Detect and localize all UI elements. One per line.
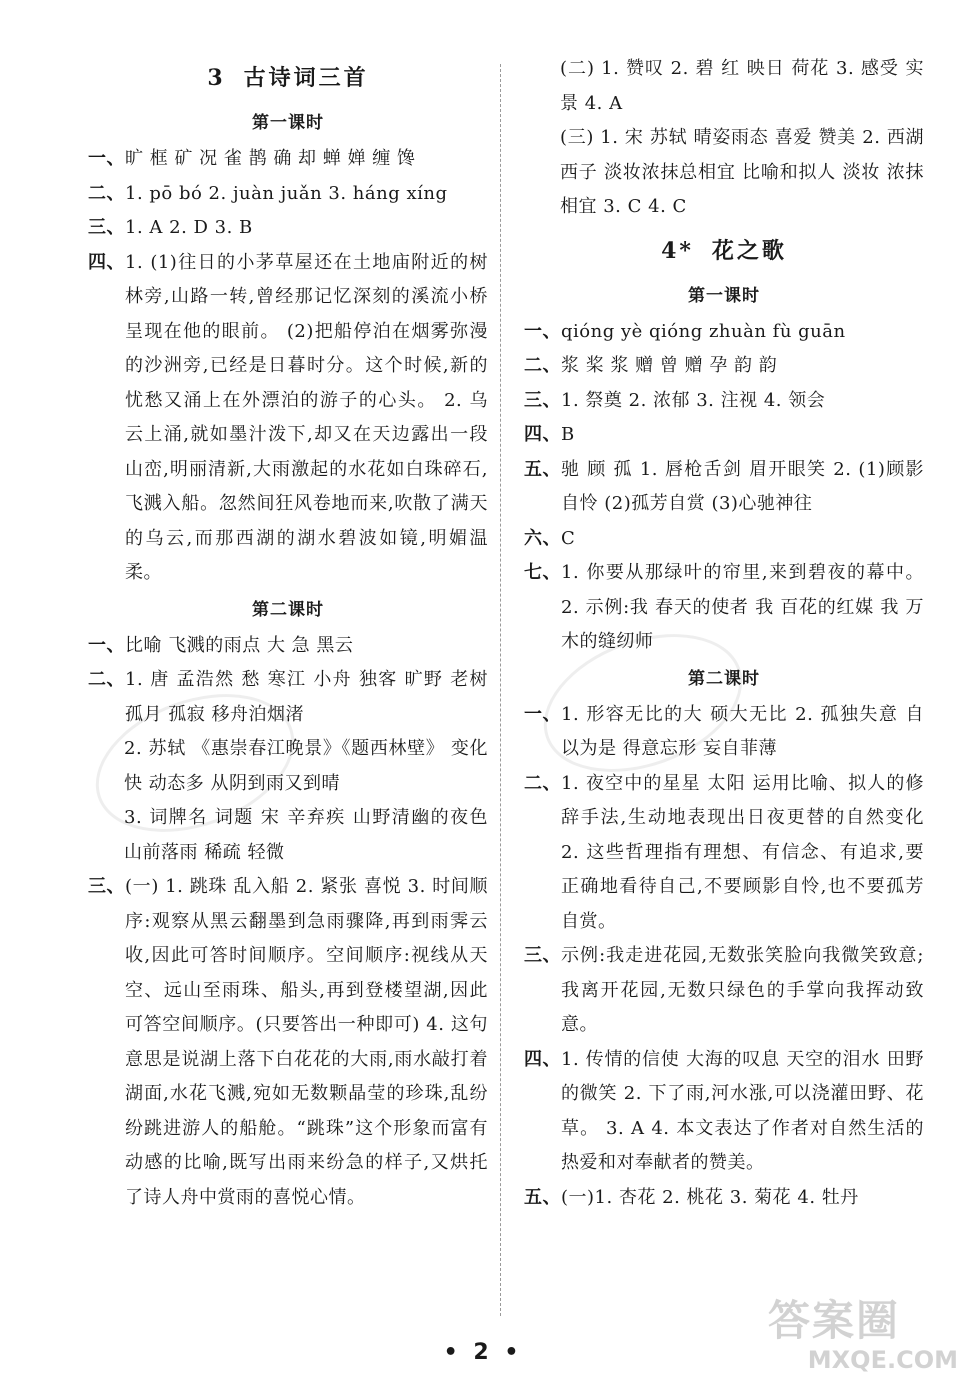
answer-label: 三、	[524, 945, 561, 966]
answer-label	[88, 801, 124, 870]
answer-item	[524, 698, 924, 767]
answer-text: 1. 你要从那绿叶的帘里,来到碧夜的幕中。 2. 示例:我 春天的使者 我 百花的红媒 我 万木的缝纫师	[561, 562, 924, 652]
answer-label: 一、	[524, 703, 561, 725]
answer-label	[524, 121, 560, 225]
answer-label: 五、	[524, 458, 561, 480]
right-answer-blocks	[524, 277, 924, 1216]
section-subtitle: 第一课时	[252, 113, 324, 133]
answer-label: 二、	[88, 182, 125, 204]
answer-item	[88, 142, 488, 177]
section-subtitle: 第二课时	[252, 599, 324, 620]
column-divider	[500, 64, 501, 1316]
right-top-answer-blocks	[524, 52, 924, 225]
answer-text: 1. 传情的信使 大海的叹息 天空的泪水 田野的微笑 2. 下了雨,河水涨,可以浇灌田野、花草。 3. A 4. 本文表达了作者对自然生活的热爱和对奉献者的赞美。	[561, 1048, 924, 1173]
answer-item	[524, 418, 924, 453]
answer-text: 2. 苏轼 《惠崇春江晚景》《题西林壁》 变化快 动态多 从阴到雨又到晴	[124, 738, 488, 794]
answer-text: C	[561, 527, 576, 549]
answer-text: 1. 夜空中的星星 太阳 运用比喻、拟人的修辞手法,生动地表现出日夜更替的自然变化 2. 这些哲理指有理想、有信念、有追求,要正确地看待自己,不要顾影自怜,也不要孤芳自赏。	[561, 772, 924, 932]
answer-text: 比喻 飞溅的雨点 大 急 黑云	[125, 634, 354, 656]
answer-label: 三、	[524, 389, 561, 411]
answer-label	[524, 52, 560, 121]
page-number: • 2 •	[443, 1340, 523, 1365]
answer-label: 四、	[524, 424, 561, 445]
answer-item	[524, 52, 924, 121]
answer-text: 1. A 2. D 3. B	[125, 217, 253, 238]
answer-label: 三、	[88, 217, 125, 238]
answer-item	[524, 315, 924, 350]
answer-text: 浆 桨 浆 赠 曾 赠 孕 韵 韵	[561, 355, 778, 376]
answer-text: B	[561, 424, 575, 445]
answer-text: qióng yè qióng zhuàn fù guān	[561, 320, 846, 342]
answer-label: 六、	[524, 527, 561, 549]
left-answer-blocks	[88, 104, 488, 1215]
lesson-number: 3	[207, 65, 226, 91]
answer-item	[524, 556, 924, 660]
left-column	[88, 52, 488, 1215]
lesson-number: 4*	[661, 237, 694, 264]
lesson-title-4	[524, 225, 924, 277]
answer-label	[88, 732, 124, 801]
lesson-title-text: 古诗词三首	[243, 65, 369, 91]
watermark-logo	[768, 1296, 958, 1378]
answer-label: 五、	[524, 1186, 561, 1208]
section-subtitle: 第一课时	[688, 285, 760, 306]
answer-item	[88, 870, 488, 1215]
answer-text: 1. 祭奠 2. 浓郁 3. 注视 4. 领会	[561, 389, 826, 411]
answer-label: 四、	[524, 1048, 561, 1070]
answer-item	[524, 939, 924, 1043]
answer-item	[88, 246, 488, 591]
lesson-title-text: 花之歌	[711, 237, 787, 264]
answer-text: 驰 顾 孤 1. 唇枪舌剑 眉开眼笑 2. (1)顾影自怜 (2)孤芳自赏 (3)心驰神往	[561, 458, 924, 514]
lesson-title-3	[88, 52, 488, 104]
answer-item	[88, 732, 488, 801]
answer-text: (二) 1. 赞叹 2. 碧 红 映日 荷花 3. 感受 实景 4. A	[560, 58, 924, 114]
answer-label: 一、	[524, 320, 561, 342]
answer-item	[524, 1181, 924, 1216]
answer-text: (一)1. 杏花 2. 桃花 3. 菊花 4. 牡丹	[561, 1186, 859, 1208]
answer-item	[88, 801, 488, 870]
answer-label: 一、	[88, 634, 125, 656]
answer-text: 1. (1)往日的小茅草屋还在土地庙附近的树林旁,山路一转,曾经那记忆深刻的溪流小桥呈现在他的眼前。 (2)把船停泊在烟雾弥漫的沙洲旁,已经是日暮时分。这个时候,新的忧愁又涌上在外漂泊的游子的心头。 2. 乌云上涌,就如墨汁泼下,却又在天边露出一段山峦,明丽清新,大雨激起的水花如白珠碎石,飞溅入船。忽然间狂风卷地而来,吹散了满天的乌云,而那西湖的湖水碧波如镜,明媚温柔。	[125, 251, 488, 583]
answer-item	[524, 767, 924, 940]
watermark-cn: 答案圈	[768, 1296, 901, 1345]
answer-item	[524, 453, 924, 522]
answer-label: 七、	[524, 562, 561, 583]
answer-text: 示例:我走进花园,无数张笑脸向我微笑致意;我离开花园,无数只绿色的手掌向我挥动致意。	[561, 945, 924, 1035]
answer-text: (三) 1. 宋 苏轼 晴姿雨态 喜爱 赞美 2. 西湖 西子 淡妆浓抹总相宜 比喻和拟人 淡妆 浓抹 相宜 3. C 4. C	[560, 127, 924, 217]
answer-label: 二、	[88, 669, 125, 690]
answer-text: 3. 词牌名 词题 宋 辛弃疾 山野清幽的夜色 山前落雨 稀疏 轻微	[124, 807, 488, 863]
answer-text: 1. 唐 孟浩然 愁 寒江 小舟 独客 旷野 老树 孤月 孤寂 移舟泊烟渚	[125, 669, 488, 725]
answer-text: (一) 1. 跳珠 乱入船 2. 紧张 喜悦 3. 时间顺序:观察从黑云翻墨到急雨骤降,再到雨霁云收,因此可答时间顺序。空间顺序:视线从天空、远山至雨珠、船头,再到登楼望湖,因此可答空间顺序。(只要答出一种即可) 4. 这句意思是说湖上落下白花花的大雨,雨水敲打着湖面,水花飞溅,宛如无数颗晶莹的珍珠,乱纷纷跳进游人的船舱。“跳珠”这个形象而富有动感的比喻,既写出雨来纷急的样子,又烘托了诗人舟中赏雨的喜悦心情。	[125, 876, 488, 1208]
right-column	[524, 52, 924, 1215]
answer-text: 旷 框 矿 况 雀 鹊 确 却 蝉 婵 缠 馋	[125, 148, 416, 169]
answer-item	[524, 384, 924, 419]
answer-text: 1. pō bó 2. juàn juǎn 3. háng xíng	[125, 182, 448, 204]
watermark-en: MXQE.COM	[807, 1346, 958, 1374]
answer-item	[88, 629, 488, 664]
answer-text: 1. 形容无比的大 硕大无比 2. 孤独失意 自以为是 得意忘形 妄自菲薄	[561, 703, 924, 759]
answer-label: 四、	[88, 251, 125, 273]
answer-label: 二、	[524, 355, 561, 376]
answer-item	[524, 1043, 924, 1181]
answer-item	[524, 349, 924, 384]
answer-item	[88, 663, 488, 732]
answer-item	[88, 177, 488, 212]
answer-label: 三、	[88, 876, 125, 897]
answer-label: 二、	[524, 772, 561, 794]
answer-item	[524, 522, 924, 557]
answer-item	[524, 121, 924, 225]
section-subtitle: 第二课时	[688, 668, 760, 689]
answer-item	[88, 211, 488, 246]
answer-label: 一、	[88, 148, 125, 169]
